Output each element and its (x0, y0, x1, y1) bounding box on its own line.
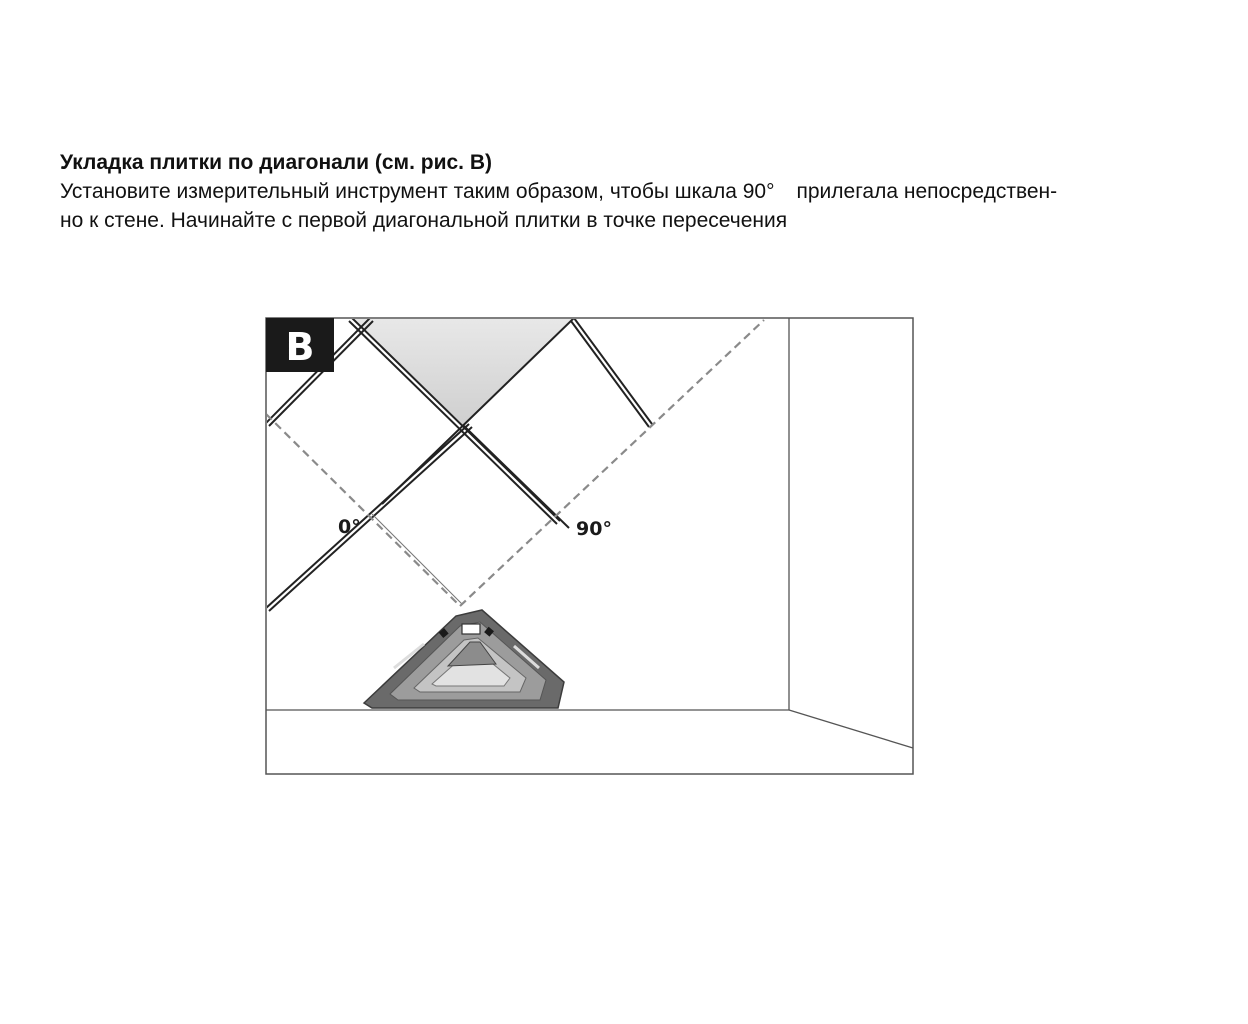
instruction-text (60, 148, 1190, 235)
section-heading: Укладка плитки по диагонали (см. рис. B) (60, 151, 493, 174)
figure-label: B (285, 325, 315, 369)
instruction-line2: но к стене. Начинайте с первой диагональной плитки в точке пересечения (60, 209, 788, 232)
instruction-line1-part2: прилегала непосредствен- (796, 180, 1058, 203)
figure-frame (266, 318, 913, 774)
instruction-paragraph (60, 177, 1190, 235)
tile-layout-illustration (264, 316, 916, 778)
angle-label-0: 0° (338, 516, 361, 538)
angle-label-90: 90° (576, 518, 612, 540)
figure-b (264, 316, 916, 778)
instruction-line1-part1: Установите измерительный инструмент таким образом, чтобы шкала 90° (60, 180, 775, 203)
